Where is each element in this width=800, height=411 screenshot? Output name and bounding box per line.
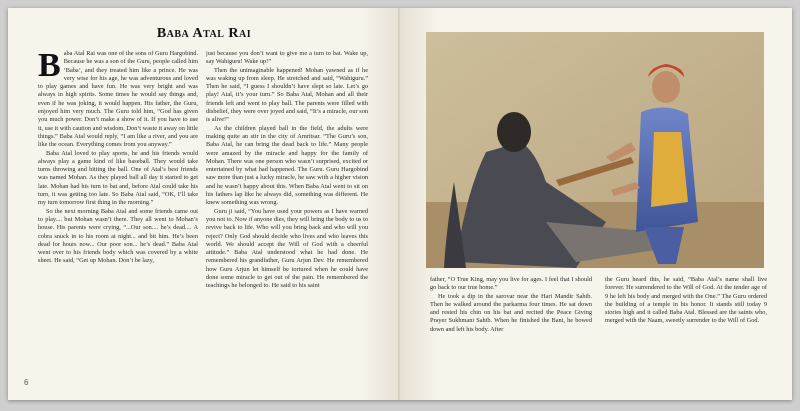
text-column-3 [430, 276, 592, 386]
page-title: Baba Atal Rai [156, 26, 252, 41]
story-illustration [426, 32, 764, 268]
paragraph: father, “O True King, may you live for ages. I feel that I should go back to our true home.” [430, 276, 592, 292]
paragraph: So the next morning Baba Atal and some friends came out to play.... but Mohan wasn’t there. They all went to Mohan’s house. His parents were crying, “...Our son.... he’s dead.... A cobra snuck in to his room at night... and bit him. He’s been dead for hours now... Our poor son... he’s dead.” Baba Atal went over to his friends body which was covered by a white sheet. He said, “Get up Mohan. Don’t be lazy, [38, 207, 198, 265]
paragraph: Baba Atal loved to play sports, he and his friends would always play a game kind of like baseball. They would take turns throwing and hitting the ball. One of Atal’s best friends was named Mohan. As they played ball all day it started to get late. Mohan had his turn to bat and, before Atal could take his turn, it was getting too late. So Baba Atal said, “OK, I’ll take my turn tomorrow first thing in the morning.” [38, 149, 198, 207]
paragraph: Then the unimaginable happened! Mohan yawned as if he was waking up from sleep. He stretched and said, “Wahiguru.” Then he said, “I guess I shouldn’t have slept so late. Let’s go play! Atal, it’s your turn.” So Baba Atal, Mohan and all their friends left and went to play ball. The parents were filled with disbelief, they were over joyed and said, “It’s a miracle, our son is alive!” [206, 66, 368, 124]
paragraph: Guru ji said, “You have used your powers as I have warned you not to. Now if anyone dies, they will bring the body to us to revive back to life. Who will you bring back and who will you reject? Only God should decide who lives and who leaves this world. We should accept the Will of God with a cheerful attitude.” Baba Atal understood what he had done. He remembered his grandfather, Guru Arjun Dev. He remembered how Guru Arjun let himself be tortured when he could have done some miracle to get out of the pain. He remembered the teachings he belonged to. He said to his saint [206, 207, 368, 290]
paragraph: He took a dip in the sarovar near the Hari Mandir Sahib. Then he walked around the parkarma four times. He sat down and rested his chin on his bat and recited the Peace Giving Prayer Sukhmani Sahib. When he finished the Bani, he bowed down and left his body. After [430, 292, 592, 333]
paragraph: Baba Atal Rai was one of the sons of Guru Hargobind. Because he was a son of the Guru, people called him ‘Baba’, and they treated him like a prince. He was very wise for his age, he was adventurous and loved to play games and have fun. He was very bright and was always in high spirits. Some times he would say things and, even if he was joking, it would happen. His father, the Guru, enjoyed him very much. The Guru told him, “God has given you much power. Don’t make a show of it. If you have to use it, use it with caution and wisdom. Don’t waste it away on little things.” Baba Atal would reply, “I am like a river, and you are like the ocean. Everything comes from you anyway.” [38, 50, 198, 149]
paragraph: the Guru heard this, he said, “Baba Atal’s name shall live forever. He surrendered to the Will of God. At the tender age of 9 he left his body and merged with the One.” The Guru ordered the building of a temple in his honor. It stands still today 9 stories high and it called Baba Atal. Blessed are the saints who, merged with the Naam, sweetly surrender to the Will of God. [605, 276, 767, 325]
drop-cap: B [38, 50, 61, 84]
paragraph: just because you don’t want to give me a turn to bat. Wake up, say Wahiguru! Wake up!” [206, 50, 368, 66]
text-column-2 [206, 50, 368, 368]
book-spread [8, 8, 792, 400]
right-page [400, 8, 792, 400]
paragraph: As the children played ball in the field, the adults were making quite an stir in the city of Amritsar. “The Guru’s son, Baba Atal, he can bring the dead back to life.” Many people were amazed by the miracle and happy for the family of Mohan. There was one person who wasn’t surprised, excited or entertained by what had happened. The Guru. Guru Hargobind saw more than just a lucky miracle, he saw with a higher vision and he wasn’t happy about this. When Baba Atal went to sit on his fathers lap like he always did, something was different. He knew something was wrong. [206, 124, 368, 207]
text-column-4 [605, 276, 767, 386]
text-column-1 [38, 50, 198, 388]
page-number: 6 [24, 378, 29, 387]
left-page [8, 8, 400, 400]
